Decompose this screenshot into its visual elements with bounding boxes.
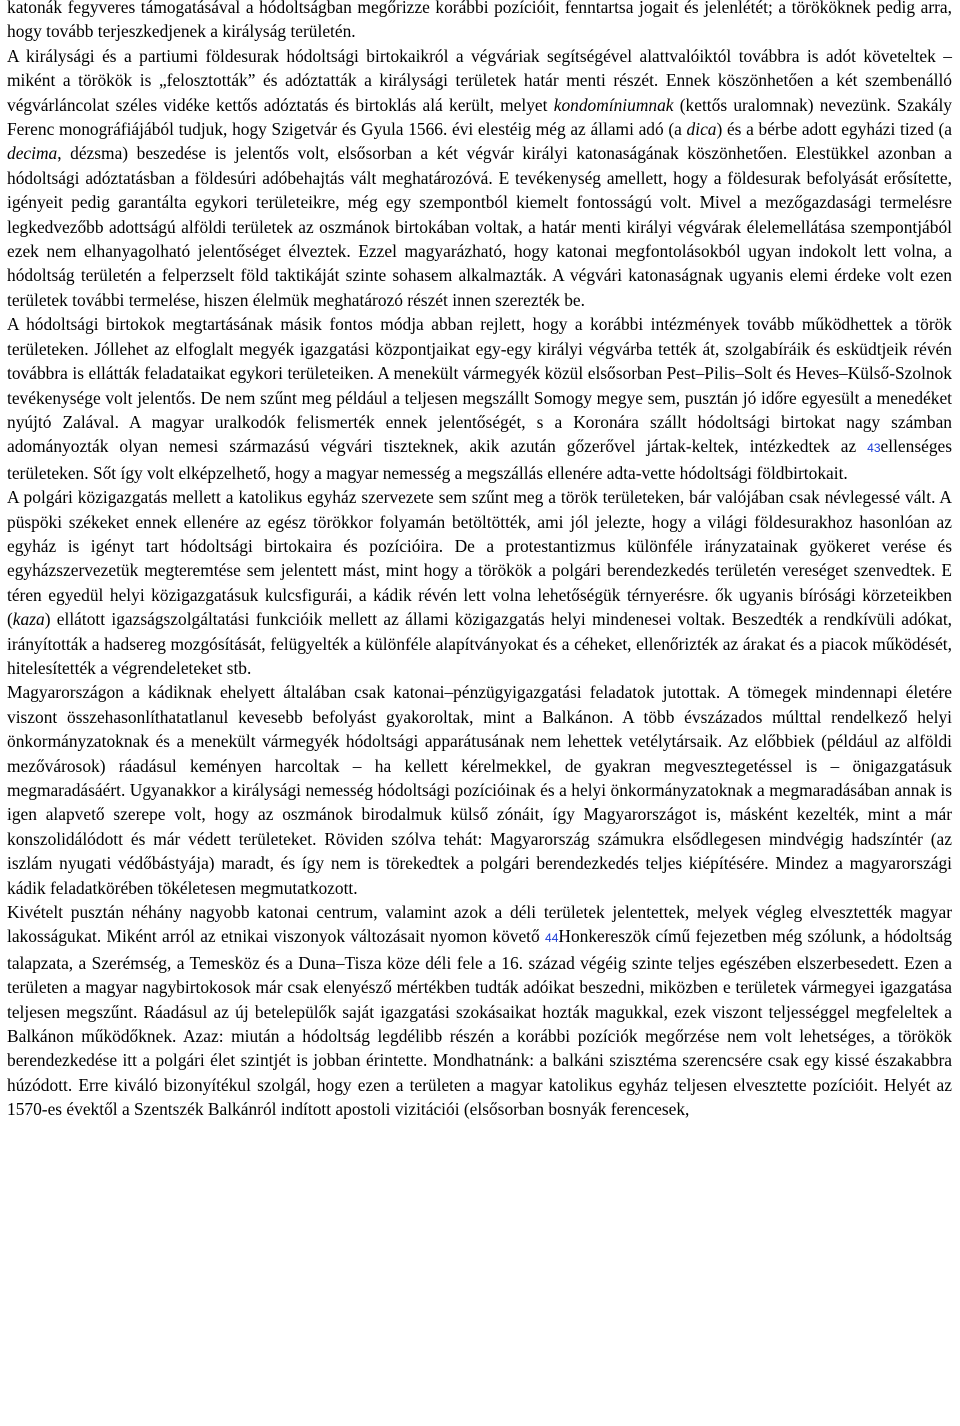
paragraph-3-text-2: ellenséges területeken. Sőt így volt elképzelhető, hogy a magyar nemesség a megszállás ellenére adta-vette hódoltsági földbirtokait.	[7, 436, 952, 483]
paragraph-4-text-2: ) ellátott igazságszolgáltatási funkcióik mellett az állami közigazgatás helyi mindenesei voltak. Beszedték a rendkívüli adókat, irányították a hadsereg mozgósítását, felügyelték a különféle alapítványokat és a céheket, ellenőrizték az árakat és a piacok működését, hitelesítették a végrendeleteket stb.	[7, 609, 952, 678]
paragraph-6-text-2: Honkereszök című fejezetben még szólunk, a hódoltság talapzata, a Szerémség, a Temesköz és a Duna–Tisza köze déli fele a 16. század végéig szinte teljes egészében elszerbesedett. Ezen a területen a magyar nagybirtokosok már csak elenyésző mértékben tudták adóikat beszedni, miközben e területek vármegyei igazgatása teljesen megszűnt. Ráadásul az új betelepülők saját igazgatási szokásaikat hozták magukkal, ezek viszont teljességgel megfeleltek a Balkánon működőknek. Azaz: miután a hódoltság legdélibb részén a korábbi pozíciók megőrzése nem volt lehetséges, a törökök berendezkedése itt a polgári élet szintjét is jobban érintette. Mondhatnánk: a balkáni szisztéma szerencsére csak egy kissé északabbra húzódott. Erre kiváló bizonyítékul szolgál, hogy ezen a területen a magyar katolikus egyház teljesen elvesztette pozícióit. Helyét az 1570-es évektől a Szentszék Balkánról indított apostoli vizitációi (elsősorban bosnyák ferencesek,	[7, 926, 952, 1120]
paragraph-6-text-1: Kivételt pusztán néhány nagyobb katonai centrum, valamint azok a déli területek jelentettek, melyek végleg elvesztették magyar lakosságukat. Miként arról az etnikai viszonyok változásait nyomon követő	[7, 902, 952, 947]
page-number-marker-44[interactable]: 44	[545, 931, 559, 946]
paragraph-4-text-1: A polgári közigazgatás mellett a katolikus egyház szervezete sem szűnt meg a török területeken, bár valójában csak névlegessé vált. A püspöki székeket ennek ellenére az egész törökkor folyamán betöltötték, ami jól jelezte, hogy a világi földesurakhoz hasonlóan az egyház is igényt tart hódoltsági birtokaira és pozícióira. De a protestantizmus különféle irányzatainak gyökeret verése és egyházszervezetük megteremtése sem jelentett mást, mint hogy a törökök a polgári berendezkedés területén vereséget szenvedtek. E téren egyedül helyi közigazgatásuk kulcsfigurái, a kádik révén lett volna lehetőségük térnyerésre. ők ugyanis bírósági körzeteikben (	[7, 487, 952, 630]
paragraph-1: katonák fegyveres támogatásával a hódoltságban megőrizze korábbi pozícióit, fenntartsa jogait és jelenlétét; a törököknek pedig arra, hogy tovább terjeszkedjenek a királyság területén.	[7, 0, 952, 42]
italic-term-dica: dica	[686, 119, 717, 140]
italic-term-kondominium: kondomíniumnak	[553, 94, 674, 115]
italic-term-decima: decima	[7, 143, 58, 164]
paragraph-3	[7, 312, 952, 485]
paragraph-2-text-2: (kettős uralomnak) nevezünk. Szakály Ferenc monográfiájából tudjuk, hogy Szigetvár és Gyula 1566. évi elestéig még az állami adó (a	[7, 94, 952, 140]
paragraph-2-text-1: A királysági és a partiumi földesurak hódoltsági birtokaikról a végváriak segítségével alattvalóiktól továbbra is adót követeltek – miként a törökök is „felosztották” és adóztatták a királysági területek határ menti részét. Ennek köszönhetően a két szembenálló végvárláncolat széles vidéke kettős adóztatás és birtoklás alá került, melyet	[7, 45, 952, 115]
page-number-marker-43[interactable]: 43	[867, 441, 881, 456]
paragraph-2-text-4: , dézsma) beszedése is jelentős volt, elsősorban a két végvár királyi katonaságának köszönhetően. Elestükkel azonban a hódoltsági adóztatásban a földesúri adóbehajtás vált meghatározóvá. E tevékenység amellett, hogy a földesurak befolyását erősítette, igényeit pedig garantálta egykori területeikre, még egy szempontból kiemelt fontosságú volt. Mivel a mezőgazdasági termelésre legkedvezőbb adottságú alföldi területek az oszmánok birtokában voltak, a határ menti királyi végvárak élelemellátása szempontjából ezek nem elhanyagolható jelentőséget élveztek. Ezzel magyarázható, hogy katonai megfontolásokból ugyan indokolt lett volna, a hódoltság területén a felperzselt föld taktikáját szinte sohasem alkalmazták. A végvári katonaságnak ugyanis elemi érdeke volt ezen területek további termelése, hiszen élelmük meghatározó részét innen szerezték be.	[7, 143, 952, 310]
paragraph-2	[7, 44, 952, 312]
paragraph-6	[7, 900, 952, 1122]
paragraph-5: Magyarországon a kádiknak ehelyett általában csak katonai–pénzügyigazgatási feladatok jutottak. A tömegek mindennapi életére viszont összehasonlíthatatlanul kevesebb befolyást gyakoroltak, mint a Balkánon. A több évszázados múlttal rendelkező helyi önkormányzatoknak és a menekült vármegyék hódoltsági apparátusának nem lehettek vetélytársaik. Az előbbiek (például az alföldi mezővárosok) ráadásul keményen harcoltak – ha kellett kérelmekkel, de gyakran megvesztegetéssel is – önigazgatásuk megmaradásáért. Ugyanakkor a királysági nemesség hódoltsági pozícióinak és a helyi önkormányzatoknak a megmaradásában annak is igen alapvető szerepe volt, hogy az oszmánok birodalmuk külső zónáit, így Magyarországot is, másként kezelték, mint a már konszolidálódott és már védett területeket. Röviden szólva tehát: Magyarország számukra elsődlegesen mindvégig hadszíntér (az iszlám nyugati védőbástyája) maradt, és így nem is törekedtek a polgári berendezkedés teljes kiépítésére. Mindez a magyarországi kádik feladatkörében tökéletesen megmutatkozott.	[7, 682, 952, 898]
paragraph-2-text-3: ) és a bérbe adott egyházi tized (a	[716, 119, 952, 140]
italic-term-kaza: kaza	[12, 609, 45, 630]
paragraph-3-text-1: A hódoltsági birtokok megtartásának másik fontos módja abban rejlett, hogy a korábbi intézmények tovább működhettek a török területeken. Jóllehet az elfoglalt megyék igazgatási központjaikat egy-egy királyi végvárba tették át, szolgabíráik és esküdtjeik révén továbbra is ellátták feladataikat egykori területeiken. A menekült vármegyék közül elsősorban Pest–Pilis–Solt és Heves–Külső-Szolnok tevékenysége volt jelentős. De nem szűnt meg például a teljesen megszállt Somogy megye sem, pusztán jó időre egyesült a menedéket nyújtó Zalával. A magyar uralkodók felismerték ennek jelentőségét, s a Koronára szállt hódoltsági birtokat nagy számban adományozták olyan nemesi származású végvári tiszteknek, akik azután gőzerővel jártak-keltek, intézkedtek az	[7, 314, 952, 457]
paragraph-4	[7, 485, 952, 680]
